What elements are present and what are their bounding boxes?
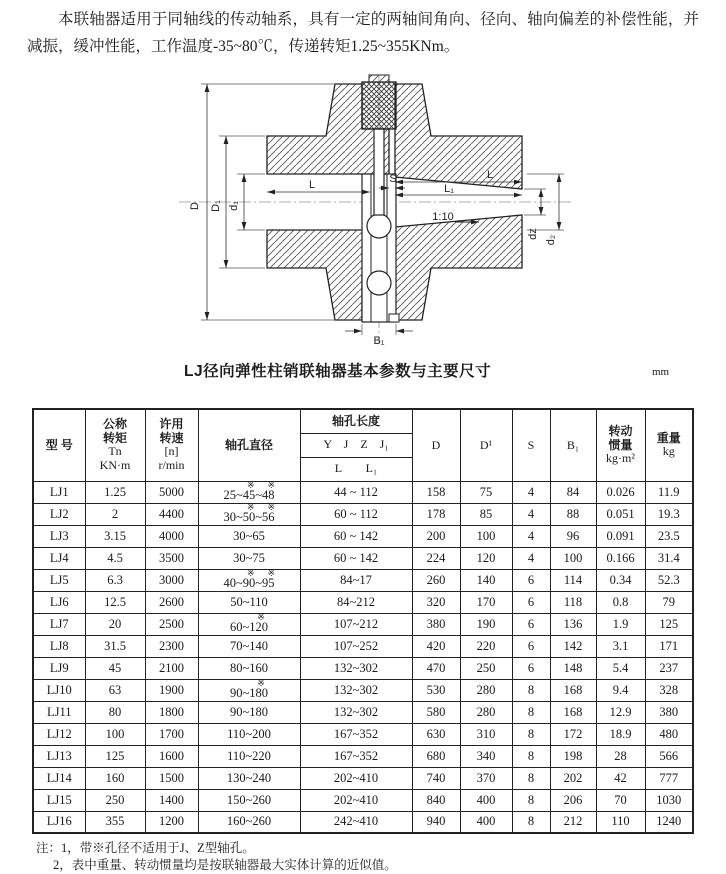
cell-len: 84~17 xyxy=(300,569,412,591)
cell-B1: 148 xyxy=(550,657,596,679)
cell-bore: 90~180 xyxy=(198,701,300,723)
cell-D1: 280 xyxy=(460,701,512,723)
col-header-weight: 重量 kg xyxy=(645,409,693,481)
cell-inertia: 9.4 xyxy=(596,679,645,701)
taper-label: 1:10 xyxy=(432,211,454,223)
table-caption xyxy=(0,359,726,383)
dim-label-L-left: L xyxy=(308,179,316,191)
cell-tn: 4.5 xyxy=(85,547,145,569)
table-title: LJ径向弹性柱销联轴器基本参数与主要尺寸 xyxy=(184,363,492,380)
cell-S: 6 xyxy=(512,657,550,679)
cell-tn: 355 xyxy=(85,811,145,833)
cell-D: 224 xyxy=(412,547,460,569)
table-row xyxy=(33,547,693,569)
pin-ball-upper xyxy=(367,214,391,238)
pin-foot xyxy=(389,314,399,322)
table-row xyxy=(33,591,693,613)
col-header-length-group: 轴孔长度 xyxy=(300,409,412,433)
table-row xyxy=(33,723,693,745)
cell-B1: 198 xyxy=(550,745,596,767)
cell-model: LJ13 xyxy=(33,745,85,767)
col-header-B1: B₁ xyxy=(550,409,596,481)
cell-n: 3000 xyxy=(145,569,198,591)
cell-D: 320 xyxy=(412,591,460,613)
cell-n: 3500 xyxy=(145,547,198,569)
cell-D1: 220 xyxy=(460,635,512,657)
table-row xyxy=(33,613,693,635)
cell-S: 4 xyxy=(512,503,550,525)
cell-model: LJ10 xyxy=(33,679,85,701)
cell-D: 158 xyxy=(412,481,460,503)
col-header-speed: 许用 转速 [n] r/min xyxy=(145,409,198,481)
table-row xyxy=(33,811,693,833)
cell-D: 630 xyxy=(412,723,460,745)
dim-label-D: D xyxy=(189,202,201,210)
dim-label-d1: d₁ xyxy=(228,201,240,211)
cell-D: 420 xyxy=(412,635,460,657)
cell-weight: 380 xyxy=(645,701,693,723)
cell-weight: 125 xyxy=(645,613,693,635)
cell-S: 6 xyxy=(512,591,550,613)
col-header-bore: 轴孔直径 xyxy=(198,409,300,481)
cell-weight: 79 xyxy=(645,591,693,613)
elastic-sleeve xyxy=(362,82,396,129)
col-header-torque: 公称 转矩 Tn KN·m xyxy=(85,409,145,481)
table-row xyxy=(33,569,693,591)
cell-weight: 1030 xyxy=(645,789,693,811)
col-header-model: 型 号 xyxy=(33,409,85,481)
cell-B1: 100 xyxy=(550,547,596,569)
cell-inertia: 0.091 xyxy=(596,525,645,547)
col-header-D: D xyxy=(412,409,460,481)
cell-len: 132~302 xyxy=(300,657,412,679)
cell-model: LJ5 xyxy=(33,569,85,591)
cell-bore: 150~260 xyxy=(198,789,300,811)
cell-D1: 340 xyxy=(460,745,512,767)
cell-weight: 31.4 xyxy=(645,547,693,569)
cell-n: 1400 xyxy=(145,789,198,811)
cell-S: 4 xyxy=(512,525,550,547)
cell-B1: 136 xyxy=(550,613,596,635)
cell-D: 470 xyxy=(412,657,460,679)
cell-bore: 110~220 xyxy=(198,745,300,767)
cell-S: 8 xyxy=(512,701,550,723)
cell-model: LJ3 xyxy=(33,525,85,547)
cell-n: 5000 xyxy=(145,481,198,503)
cell-bore: 130~240 xyxy=(198,767,300,789)
cell-S: 8 xyxy=(512,767,550,789)
dim-label-d2: d₂ xyxy=(545,234,557,246)
cell-n: 2300 xyxy=(145,635,198,657)
cell-S: 8 xyxy=(512,679,550,701)
cell-model: LJ7 xyxy=(33,613,85,635)
cell-inertia: 42 xyxy=(596,767,645,789)
cell-bore: 160~260 xyxy=(198,811,300,833)
cell-B1: 84 xyxy=(550,481,596,503)
cell-S: 4 xyxy=(512,481,550,503)
cell-weight: 171 xyxy=(645,635,693,657)
cell-D1: 280 xyxy=(460,679,512,701)
cell-inertia: 0.051 xyxy=(596,503,645,525)
cell-tn: 6.3 xyxy=(85,569,145,591)
cell-n: 2100 xyxy=(145,657,198,679)
cell-tn: 31.5 xyxy=(85,635,145,657)
dim-label-D1: D₁ xyxy=(210,200,222,212)
pin-ball-lower xyxy=(367,271,391,295)
right-half-top-section xyxy=(395,84,522,189)
bore-restriction-marks: ※ ※ xyxy=(246,568,278,578)
cell-inertia: 1.9 xyxy=(596,613,645,635)
cell-bore: 30~65 xyxy=(198,525,300,547)
table-row xyxy=(33,503,693,525)
cell-len: 242~410 xyxy=(300,811,412,833)
cell-n: 4400 xyxy=(145,503,198,525)
cell-S: 8 xyxy=(512,723,550,745)
cell-model: LJ15 xyxy=(33,789,85,811)
cell-D1: 75 xyxy=(460,481,512,503)
dim-label-L-right: L xyxy=(486,169,494,181)
cell-weight: 237 xyxy=(645,657,693,679)
cell-bore: 110~200 xyxy=(198,723,300,745)
cell-weight: 11.9 xyxy=(645,481,693,503)
cell-inertia: 110 xyxy=(596,811,645,833)
cell-model: LJ8 xyxy=(33,635,85,657)
cell-weight: 1240 xyxy=(645,811,693,833)
cell-len: 132~302 xyxy=(300,701,412,723)
cell-D: 680 xyxy=(412,745,460,767)
col-header-length-LL1: L L₁ xyxy=(300,457,412,481)
dim-label-B1: B₁ xyxy=(373,335,385,346)
cell-D1: 85 xyxy=(460,503,512,525)
cell-bore: 70~140 xyxy=(198,635,300,657)
cell-B1: 118 xyxy=(550,591,596,613)
cell-inertia: 0.8 xyxy=(596,591,645,613)
cell-n: 2500 xyxy=(145,613,198,635)
cell-bore: ※ ※ 25~45~48 xyxy=(198,481,300,503)
cell-model: LJ16 xyxy=(33,811,85,833)
cell-bore: ※ 60~120 xyxy=(198,613,300,635)
cell-tn: 250 xyxy=(85,789,145,811)
cell-bore: ※ 90~180 xyxy=(198,679,300,701)
cell-D: 380 xyxy=(412,613,460,635)
cell-model: LJ9 xyxy=(33,657,85,679)
cell-inertia: 12.9 xyxy=(596,701,645,723)
table-unit: mm xyxy=(652,366,670,378)
cell-len: 84~212 xyxy=(300,591,412,613)
cell-model: LJ14 xyxy=(33,767,85,789)
bore-restriction-marks: ※ ※ xyxy=(246,502,278,512)
cell-len: 202~410 xyxy=(300,789,412,811)
cell-bore: 30~75 xyxy=(198,547,300,569)
footnote-2: 2，表中重量、转动惯量均是按联轴器最大实体计算的近似值。 xyxy=(53,858,397,872)
cell-weight: 480 xyxy=(645,723,693,745)
cell-model: LJ2 xyxy=(33,503,85,525)
cell-n: 1600 xyxy=(145,745,198,767)
cell-D1: 400 xyxy=(460,789,512,811)
cell-tn: 12.5 xyxy=(85,591,145,613)
coupling-drawing xyxy=(148,74,580,346)
cell-D: 530 xyxy=(412,679,460,701)
cell-tn: 2 xyxy=(85,503,145,525)
dim-label-L1: L₁ xyxy=(444,183,454,195)
cell-S: 4 xyxy=(512,547,550,569)
table-row xyxy=(33,745,693,767)
cell-len: 60 ~ 112 xyxy=(300,503,412,525)
cell-S: 8 xyxy=(512,789,550,811)
cell-D1: 370 xyxy=(460,767,512,789)
cell-D: 840 xyxy=(412,789,460,811)
cell-bore: ※ ※ 40~90~95 xyxy=(198,569,300,591)
cell-inertia: 0.34 xyxy=(596,569,645,591)
cell-D1: 190 xyxy=(460,613,512,635)
cell-inertia: 28 xyxy=(596,745,645,767)
col-header-length-types: Y J Z J₁ xyxy=(300,433,412,457)
cell-D: 260 xyxy=(412,569,460,591)
cell-inertia: 18.9 xyxy=(596,723,645,745)
cell-S: 6 xyxy=(512,569,550,591)
cell-tn: 80 xyxy=(85,701,145,723)
col-header-inertia: 转动 惯量 kg·m² xyxy=(596,409,645,481)
cell-B1: 172 xyxy=(550,723,596,745)
cell-len: 44 ~ 112 xyxy=(300,481,412,503)
cell-tn: 20 xyxy=(85,613,145,635)
coupling-parameter-table xyxy=(32,408,694,834)
cell-bore: 50~110 xyxy=(198,591,300,613)
cell-model: LJ1 xyxy=(33,481,85,503)
cell-len: 202~410 xyxy=(300,767,412,789)
bore-restriction-marks: ※ xyxy=(257,678,267,688)
cell-weight: 777 xyxy=(645,767,693,789)
footnotes xyxy=(36,840,397,874)
cell-inertia: 5.4 xyxy=(596,657,645,679)
table-row xyxy=(33,635,693,657)
cell-weight: 328 xyxy=(645,679,693,701)
cell-model: LJ11 xyxy=(33,701,85,723)
table-row xyxy=(33,767,693,789)
cell-tn: 3.15 xyxy=(85,525,145,547)
cell-len: 167~352 xyxy=(300,745,412,767)
sleeve-cap xyxy=(369,75,389,82)
cell-B1: 96 xyxy=(550,525,596,547)
cell-tn: 1.25 xyxy=(85,481,145,503)
cell-B1: 206 xyxy=(550,789,596,811)
cell-n: 1700 xyxy=(145,723,198,745)
cell-S: 6 xyxy=(512,635,550,657)
cell-tn: 160 xyxy=(85,767,145,789)
dim-label-S: S xyxy=(389,173,397,185)
cell-n: 2600 xyxy=(145,591,198,613)
cell-B1: 142 xyxy=(550,635,596,657)
cell-len: 132~302 xyxy=(300,679,412,701)
cell-tn: 100 xyxy=(85,723,145,745)
cell-len: 107~252 xyxy=(300,635,412,657)
cell-S: 8 xyxy=(512,811,550,833)
intro-paragraph: 本联轴器适用于同轴线的传动轴系，具有一定的两轴间角向、径向、轴向偏差的补偿性能，并减振，缓冲性能，工作温度-35~80℃，传递转矩1.25~355KNm。 xyxy=(27,11,699,55)
bore-restriction-marks: ※ ※ xyxy=(246,480,278,490)
cell-B1: 88 xyxy=(550,503,596,525)
cell-n: 1200 xyxy=(145,811,198,833)
table-row xyxy=(33,701,693,723)
cell-D: 178 xyxy=(412,503,460,525)
cell-D: 200 xyxy=(412,525,460,547)
cell-D1: 120 xyxy=(460,547,512,569)
table-row xyxy=(33,481,693,503)
cell-len: 60 ~ 142 xyxy=(300,547,412,569)
cell-inertia: 3.1 xyxy=(596,635,645,657)
cell-model: LJ6 xyxy=(33,591,85,613)
cell-D1: 400 xyxy=(460,811,512,833)
table-row xyxy=(33,789,693,811)
cell-B1: 114 xyxy=(550,569,596,591)
cell-inertia: 0.166 xyxy=(596,547,645,569)
right-half-bottom-section xyxy=(395,215,522,320)
cell-D: 580 xyxy=(412,701,460,723)
cell-B1: 168 xyxy=(550,679,596,701)
cell-S: 8 xyxy=(512,745,550,767)
col-header-D1: D¹ xyxy=(460,409,512,481)
cell-D1: 140 xyxy=(460,569,512,591)
coupling-drawing-svg xyxy=(148,74,580,346)
pin-rod xyxy=(374,129,384,215)
cell-weight: 23.5 xyxy=(645,525,693,547)
cell-tn: 63 xyxy=(85,679,145,701)
cell-weight: 52.3 xyxy=(645,569,693,591)
dim-label-dz: dz xyxy=(527,228,539,240)
cell-tn: 45 xyxy=(85,657,145,679)
cell-D1: 310 xyxy=(460,723,512,745)
cell-len: 60 ~ 142 xyxy=(300,525,412,547)
cell-weight: 566 xyxy=(645,745,693,767)
table-row xyxy=(33,525,693,547)
cell-bore: 80~160 xyxy=(198,657,300,679)
cell-D: 740 xyxy=(412,767,460,789)
cell-n: 4000 xyxy=(145,525,198,547)
footnote-1: 注：1，带※孔径不适用于J、Z型轴孔。 xyxy=(36,841,255,855)
cell-S: 6 xyxy=(512,613,550,635)
cell-B1: 212 xyxy=(550,811,596,833)
cell-D1: 250 xyxy=(460,657,512,679)
cell-len: 167~352 xyxy=(300,723,412,745)
cell-n: 1800 xyxy=(145,701,198,723)
cell-model: LJ4 xyxy=(33,547,85,569)
col-header-S: S xyxy=(512,409,550,481)
cell-inertia: 0.026 xyxy=(596,481,645,503)
cell-n: 1500 xyxy=(145,767,198,789)
cell-D: 940 xyxy=(412,811,460,833)
bore-restriction-marks: ※ xyxy=(257,612,267,622)
cell-D1: 170 xyxy=(460,591,512,613)
table-body xyxy=(33,481,693,833)
cell-B1: 168 xyxy=(550,701,596,723)
parameter-table-wrap xyxy=(32,408,694,834)
cell-model: LJ12 xyxy=(33,723,85,745)
cell-n: 1900 xyxy=(145,679,198,701)
cell-len: 107~212 xyxy=(300,613,412,635)
cell-weight: 19.3 xyxy=(645,503,693,525)
cell-B1: 202 xyxy=(550,767,596,789)
table-row xyxy=(33,657,693,679)
cell-inertia: 70 xyxy=(596,789,645,811)
cell-bore: ※ ※ 30~50~56 xyxy=(198,503,300,525)
table-row xyxy=(33,679,693,701)
cell-tn: 125 xyxy=(85,745,145,767)
cell-D1: 100 xyxy=(460,525,512,547)
